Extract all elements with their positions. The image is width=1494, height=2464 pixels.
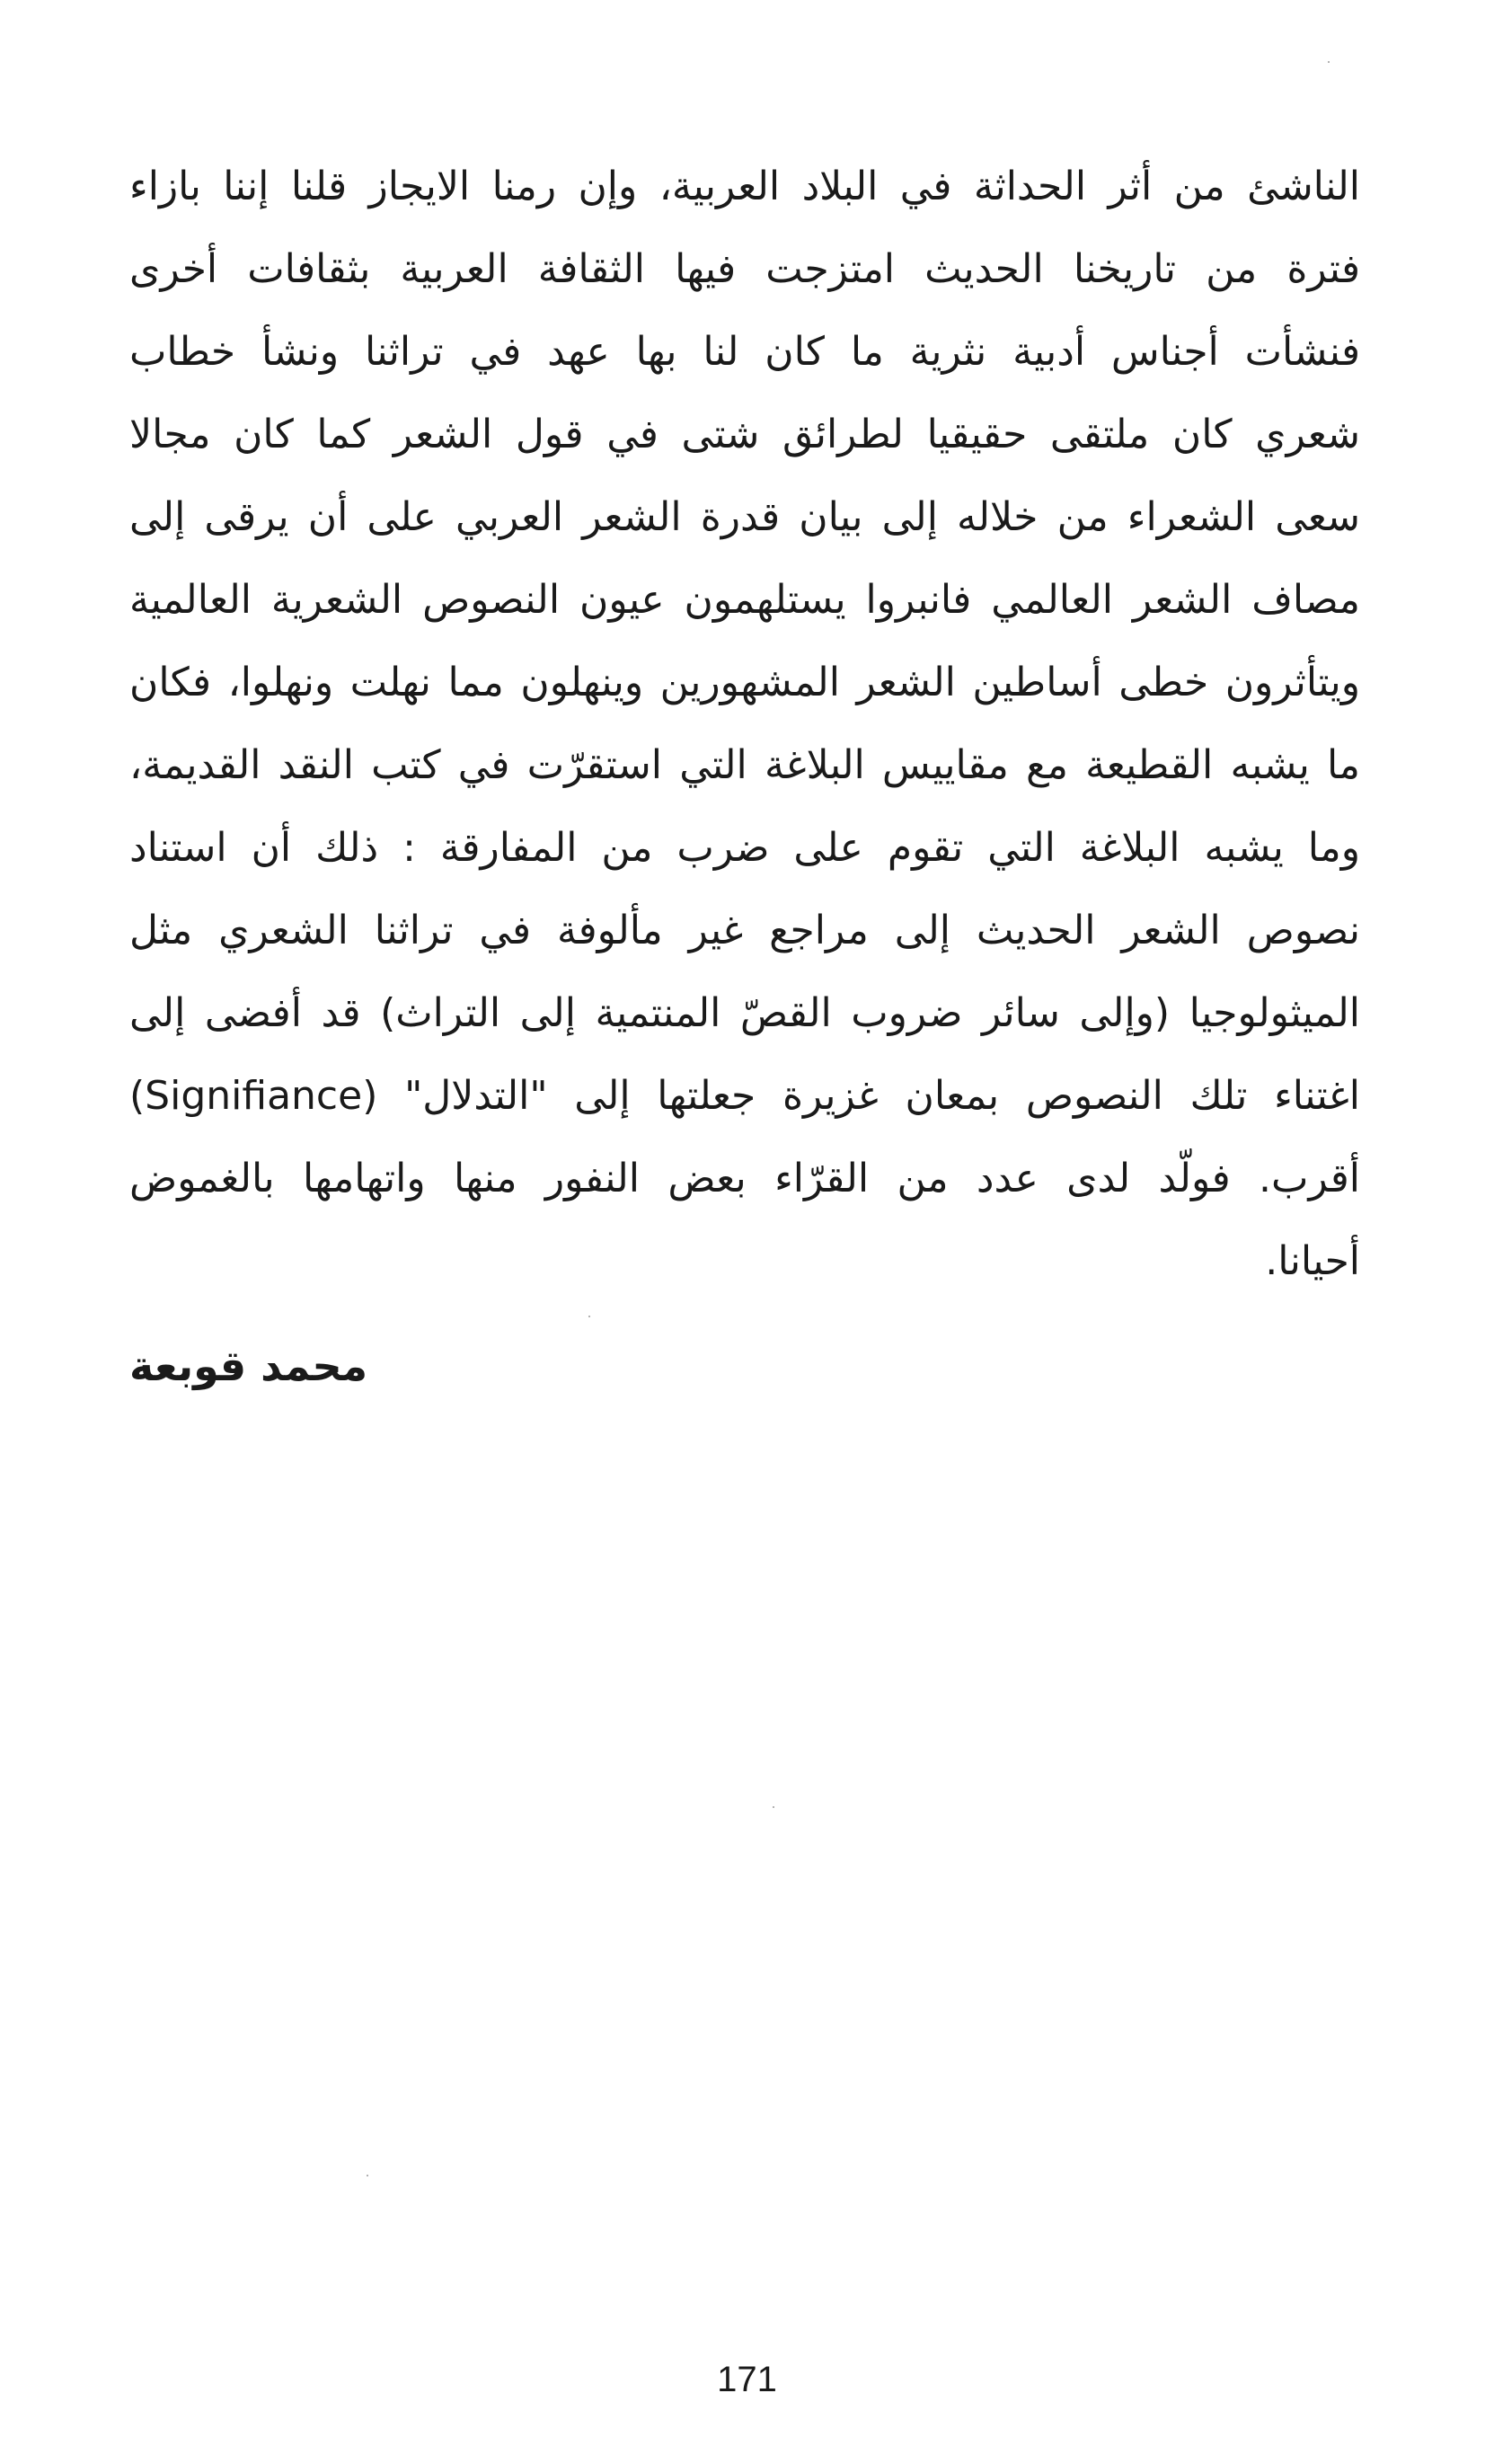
paragraph-line: مصاف الشعر العالمي فانبروا يستلهمون عيون النصوص الشعرية العالمية xyxy=(129,577,1360,623)
scan-speck xyxy=(773,1806,774,1808)
paragraph-line: وما يشبه البلاغة التي تقوم على ضرب من المفارقة : ذلك أن استناد xyxy=(129,825,1360,871)
scan-speck xyxy=(367,2175,368,2176)
paragraph-line: أحيانا. xyxy=(1265,1238,1360,1284)
body-paragraph xyxy=(129,146,1360,1303)
paragraph-line: فنشأت أجناس أدبية نثرية ما كان لنا بها عهد في تراثنا ونشأ خطاب xyxy=(129,329,1360,375)
paragraph-line: اغتناء تلك النصوص بمعان غزيرة جعلتها إلى "التدلال" (Signifiance) xyxy=(129,1073,1360,1119)
paragraph-line: سعى الشعراء من خلاله إلى بيان قدرة الشعر العربي على أن يرقى إلى xyxy=(129,494,1360,540)
paragraph-line: ويتأثرون خطى أساطين الشعر المشهورين وينهلون مما نهلت ونهلوا، فكان xyxy=(129,660,1360,705)
paragraph-line: الناشئ من أثر الحداثة في البلاد العربية، وإن رمنا الايجاز قلنا إننا بازاء xyxy=(129,164,1360,209)
page-number: 171 xyxy=(717,2360,777,2399)
paragraph-line: فترة من تاريخنا الحديث امتزجت فيها الثقافة العربية بثقافات أخرى xyxy=(129,246,1360,292)
scan-speck xyxy=(1328,61,1330,63)
paragraph-line: الميثولوجيا (وإلى سائر ضروب القصّ المنتمية إلى التراث) قد أفضى إلى xyxy=(129,990,1360,1036)
paragraph-line: ما يشبه القطيعة مع مقاييس البلاغة التي استقرّت في كتب النقد القديمة، xyxy=(129,742,1360,788)
paragraph-line: نصوص الشعر الحديث إلى مراجع غير مألوفة في تراثنا الشعري مثل xyxy=(129,908,1360,953)
scan-speck xyxy=(588,1316,590,1317)
paragraph-line: شعري كان ملتقى حقيقيا لطرائق شتى في قول الشعر كما كان مجالا xyxy=(129,412,1360,457)
author-signature: محمد قوبعة xyxy=(129,1342,368,1390)
paragraph-line: أقرب. فولّد لدى عدد من القرّاء بعض النفور منها واتهامها بالغموض xyxy=(129,1156,1360,1201)
